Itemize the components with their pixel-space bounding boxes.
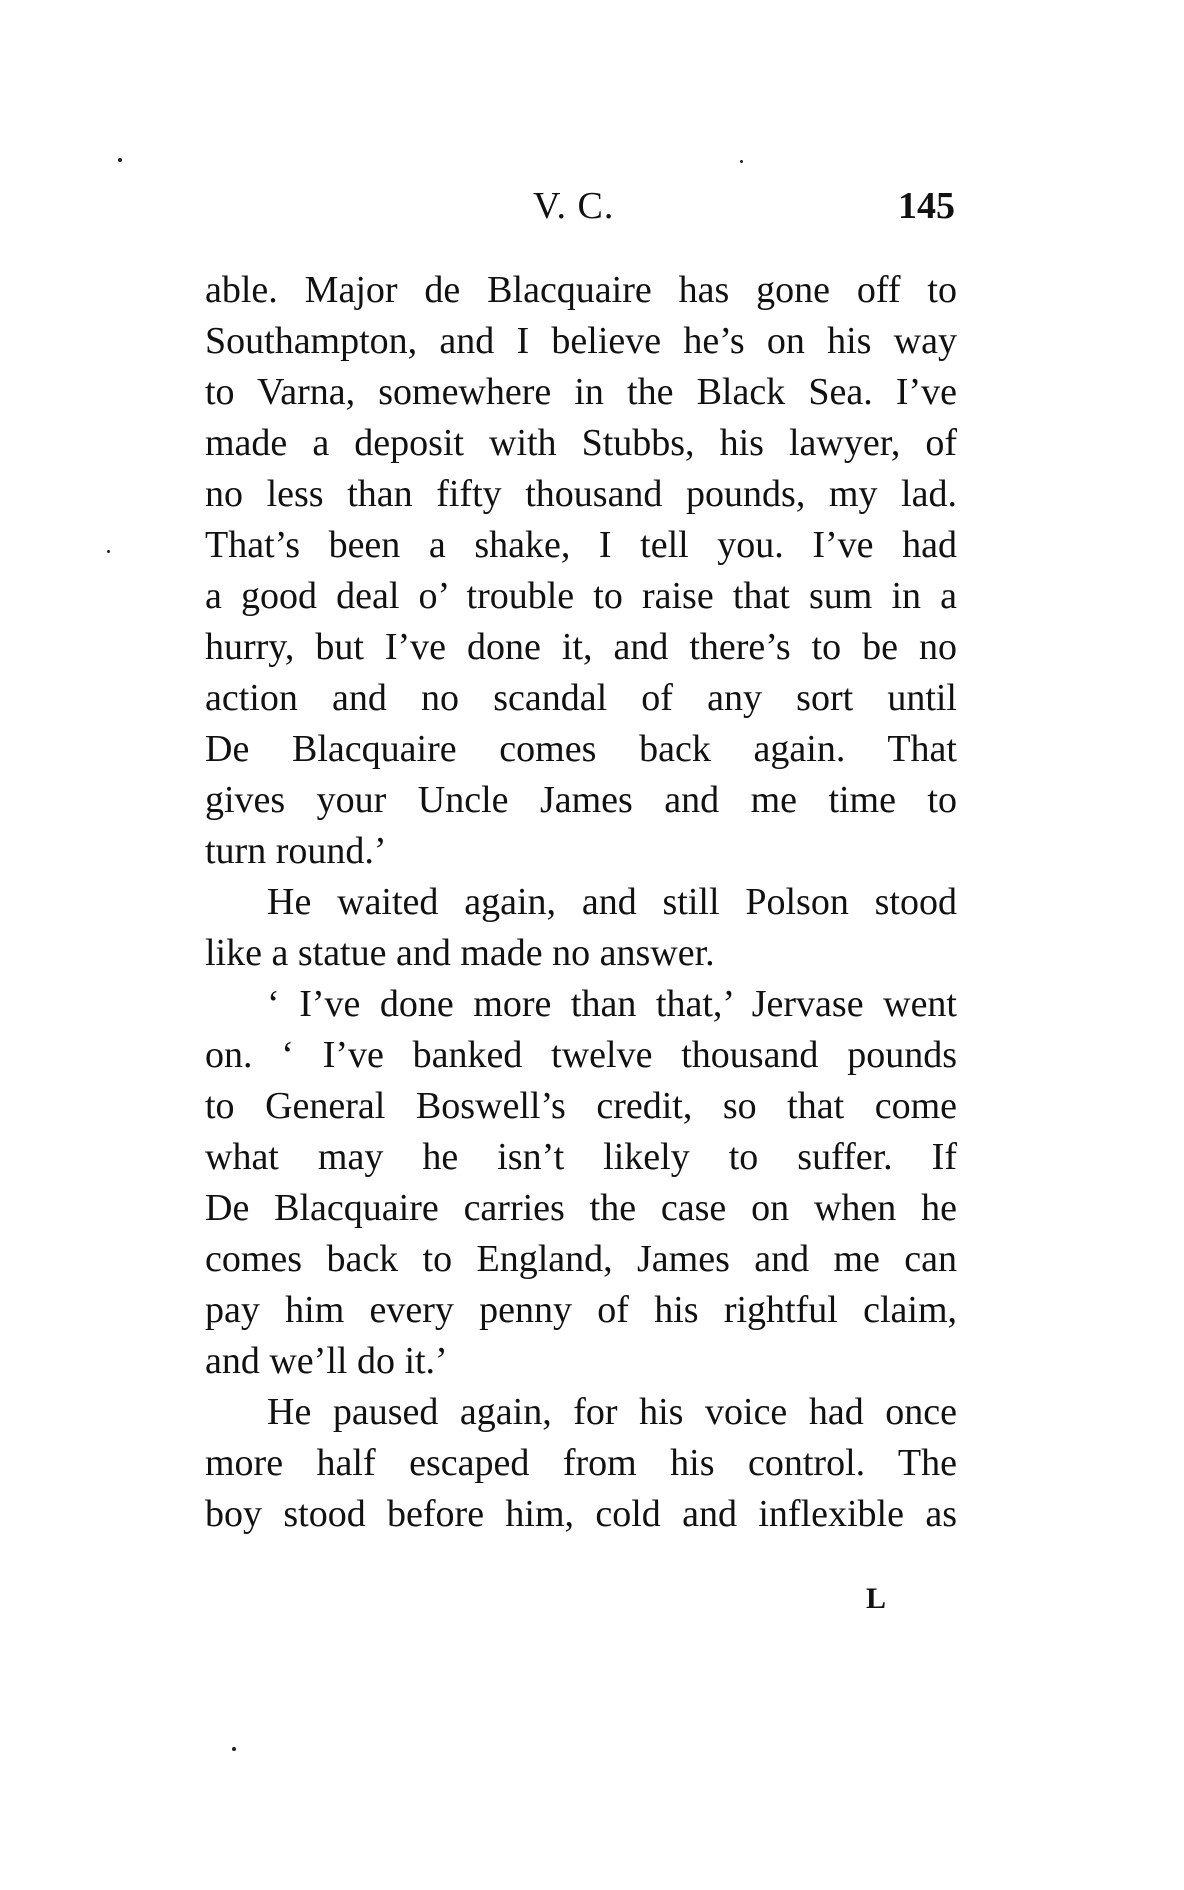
text-line: action and no scandal of any sort until bbox=[205, 677, 957, 719]
text-line: a good deal o’ trouble to raise that sum in a bbox=[205, 575, 957, 617]
text-line: made a deposit with Stubbs, his lawyer, of bbox=[205, 422, 957, 464]
text-line: boy stood before him, cold and inflexible as bbox=[205, 1493, 957, 1535]
text-line: turn round.’ bbox=[205, 830, 387, 872]
scan-speck bbox=[232, 1747, 236, 1751]
text-line: on. ‘ I’ve banked twelve thousand pounds bbox=[205, 1034, 957, 1076]
text-line: to Varna, somewhere in the Black Sea. I’ve bbox=[205, 371, 957, 413]
text-line: to General Boswell’s credit, so that come bbox=[205, 1085, 957, 1127]
text-line: no less than fifty thousand pounds, my lad. bbox=[205, 473, 957, 515]
text-line: comes back to England, James and me can bbox=[205, 1238, 957, 1280]
text-line: like a statue and made no answer. bbox=[205, 932, 715, 974]
text-line: pay him every penny of his rightful claim, bbox=[205, 1289, 957, 1331]
text-line: able. Major de Blacquaire has gone off to bbox=[205, 269, 957, 311]
scan-speck bbox=[740, 160, 743, 163]
text-line: Southampton, and I believe he’s on his way bbox=[205, 320, 957, 362]
scan-speck bbox=[107, 550, 110, 553]
text-line: De Blacquaire comes back again. That bbox=[205, 728, 957, 770]
text-line: more half escaped from his control. The bbox=[205, 1442, 957, 1484]
text-line: That’s been a shake, I tell you. I’ve had bbox=[205, 524, 957, 566]
text-line: what may he isn’t likely to suffer. If bbox=[205, 1136, 957, 1178]
page-header bbox=[205, 184, 965, 234]
text-line: hurry, but I’ve done it, and there’s to be no bbox=[205, 626, 957, 668]
text-line: ‘ I’ve done more than that,’ Jervase went bbox=[267, 983, 957, 1025]
text-line: He waited again, and still Polson stood bbox=[267, 881, 957, 923]
running-title: V. C. bbox=[533, 185, 615, 227]
signature-mark: L bbox=[866, 1582, 887, 1615]
text-line: De Blacquaire carries the case on when he bbox=[205, 1187, 957, 1229]
body-text bbox=[205, 265, 957, 1540]
page-number: 145 bbox=[898, 185, 955, 227]
text-line: and we’ll do it.’ bbox=[205, 1340, 448, 1382]
text-line: He paused again, for his voice had once bbox=[267, 1391, 957, 1433]
scan-speck bbox=[118, 158, 122, 162]
text-line: gives your Uncle James and me time to bbox=[205, 779, 957, 821]
